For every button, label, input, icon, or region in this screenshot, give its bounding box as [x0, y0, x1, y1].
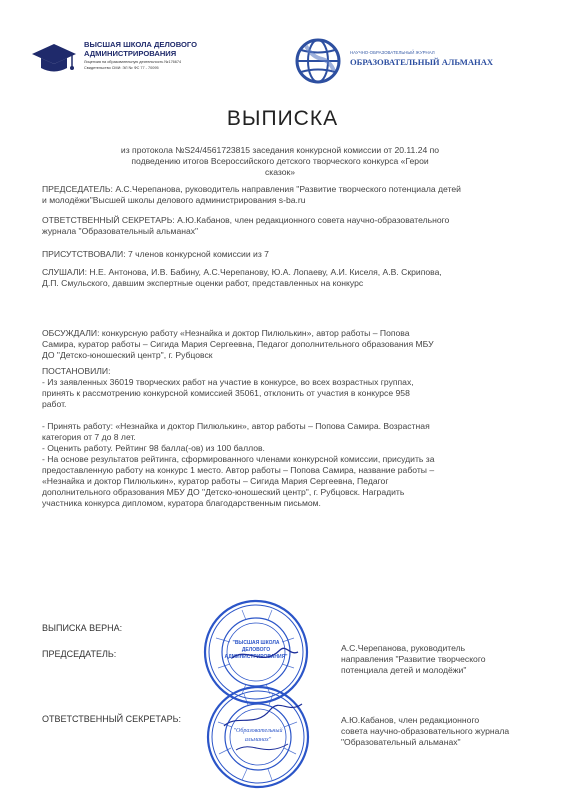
globe-icon	[292, 37, 344, 85]
svg-text:ДЕЛОВОГО: ДЕЛОВОГО	[241, 647, 271, 653]
school-certificate: Свидетельство СМИ: ЭЛ № ФС 77 - 70095	[84, 66, 159, 70]
resolved-1-line-2: принять к рассмотрению конкурсной комиссией 35061, отклонить от участия в конкурсе 958	[42, 388, 410, 398]
chair-line-2: и молодёжи"Высшей школы делового администрирования s-ba.ru	[42, 195, 306, 205]
resolved-4-line-3: «Незнайка и доктор Пилюлькин», куратор работы – Сигида Мария Сергеевна, Педагог	[42, 476, 389, 486]
chair-name-line-1: А.С.Черепанова, руководитель	[341, 643, 466, 653]
secretary-line-2: журнала "Образовательный альманах"	[42, 226, 199, 236]
discussed-paragraph	[42, 328, 532, 361]
chair-name-line-3: потенциала детей и молодёжи"	[341, 665, 467, 675]
chair-signature-name	[341, 643, 541, 676]
secretary-signature-label: ОТВЕТСТВЕННЫЙ СЕКРЕТАРЬ:	[42, 714, 182, 724]
present-paragraph: ПРИСУТСТВОВАЛИ: 7 членов конкурсной комиссии из 7	[42, 249, 269, 259]
graduation-cap-icon	[30, 42, 78, 76]
school-name: ВЫСШАЯ ШКОЛА ДЕЛОВОГО АДМИНИСТРИРОВАНИЯ	[84, 40, 198, 58]
secretary-name-line-3: "Образовательный альманах"	[341, 737, 461, 747]
resolved-2-line-2: категория от 7 до 8 лет.	[42, 432, 136, 442]
svg-text:"ВЫСШАЯ ШКОЛА: "ВЫСШАЯ ШКОЛА	[232, 640, 280, 646]
resolved-4-line-2: предоставленную работу на конкурс 1 место. Автор работы – Попова Самира, название работы –	[42, 465, 435, 475]
protocol-line-2: подведению итогов Всероссийского детского творческого конкурса «Герои	[131, 156, 429, 166]
verified-label: ВЫПИСКА ВЕРНА:	[42, 623, 123, 633]
secretary-name-line-1: А.Ю.Кабанов, член редакционного	[341, 715, 480, 725]
resolved-4-line-1: - На основе результатов рейтинга, сформированного членами конкурсной комиссии, присудить за	[42, 454, 435, 464]
discussed-line-1: ОБСУЖДАЛИ: конкурсную работу «Незнайка и доктор Пилюлькин», автор работы – Попова	[42, 328, 410, 338]
secretary-paragraph	[42, 215, 532, 237]
protocol-line-3: сказок»	[264, 167, 296, 177]
school-logo	[30, 40, 240, 80]
resolved-1-line-1: - Из заявленных 36019 творческих работ на участие в конкурсе, во всех возрастных группах,	[42, 377, 414, 387]
resolved-section	[42, 366, 532, 509]
heard-line-1: СЛУШАЛИ: Н.Е. Антонова, И.В. Бабину, А.С.Черепанову, Ю.А. Лопаеву, А.И. Киселя, А.В. Скрипова,	[42, 267, 442, 277]
secretary-line-1: ОТВЕТСТВЕННЫЙ СЕКРЕТАРЬ: А.Ю.Кабанов, член редакционного совета научно-образовательного	[42, 215, 450, 225]
svg-text:альманах": альманах"	[244, 737, 272, 743]
resolved-heading: ПОСТАНОВИЛИ:	[42, 366, 111, 376]
discussed-line-3: ДО "Детско-юношеский центр", г. Рубцовск	[42, 350, 213, 360]
chair-name-line-2: направления "Развитие творческого	[341, 654, 486, 664]
almanac-stamp	[206, 684, 310, 795]
svg-text:"Образовательный: "Образовательный	[233, 728, 283, 734]
secretary-name-line-2: совета научно-образовательного журнала	[341, 726, 510, 736]
secretary-signature-name	[341, 715, 546, 748]
almanac-logo	[292, 37, 512, 85]
chair-signature-label: ПРЕДСЕДАТЕЛЬ:	[42, 649, 117, 659]
resolved-2-line-1: - Принять работу: «Незнайка и доктор Пилюлькин», автор работы – Попова Самира. Возрастная	[42, 421, 430, 431]
protocol-line-1: из протокола №S24/4561723815 заседания конкурсной комиссии от 20.11.24 по	[120, 145, 440, 155]
document-title: ВЫПИСКА	[226, 107, 339, 130]
heard-paragraph	[42, 267, 532, 289]
school-license: Лицензия на образовательную деятельность №176674	[84, 60, 182, 64]
svg-text:АДМИНИСТРИРОВАНИЯ": АДМИНИСТРИРОВАНИЯ"	[224, 654, 288, 660]
discussed-line-2: Самира, куратор работы – Сигида Мария Сергеевна, Педагог дополнительного образования МБУ	[42, 339, 434, 349]
resolved-4-line-4: дополнительного образования МБУ ДО "Детско-юношеский центр", г. Рубцовск. Наградить	[42, 487, 405, 497]
journal-type: НАУЧНО-ОБРАЗОВАТЕЛЬНЫЙ ЖУРНАЛ	[350, 50, 435, 55]
chair-paragraph	[42, 184, 532, 206]
chair-line-1: ПРЕДСЕДАТЕЛЬ: А.С.Черепанова, руководитель направления "Развитие творческого потенциала детей	[42, 184, 461, 194]
resolved-3: - Оценить работу. Рейтинг 98 балла(-ов) из 100 баллов.	[42, 443, 265, 453]
resolved-1-line-3: работ.	[42, 399, 67, 409]
resolved-4-line-5: участника конкурса дипломом, куратора благодарственным письмом.	[42, 498, 321, 508]
heard-line-2: Д.П. Смульского, давшим экспертные оценки работ, представленных на конкурс	[42, 278, 364, 288]
protocol-reference	[80, 145, 480, 178]
journal-name: ОБРАЗОВАТЕЛЬНЫЙ АЛЬМАНАХ	[350, 57, 494, 67]
